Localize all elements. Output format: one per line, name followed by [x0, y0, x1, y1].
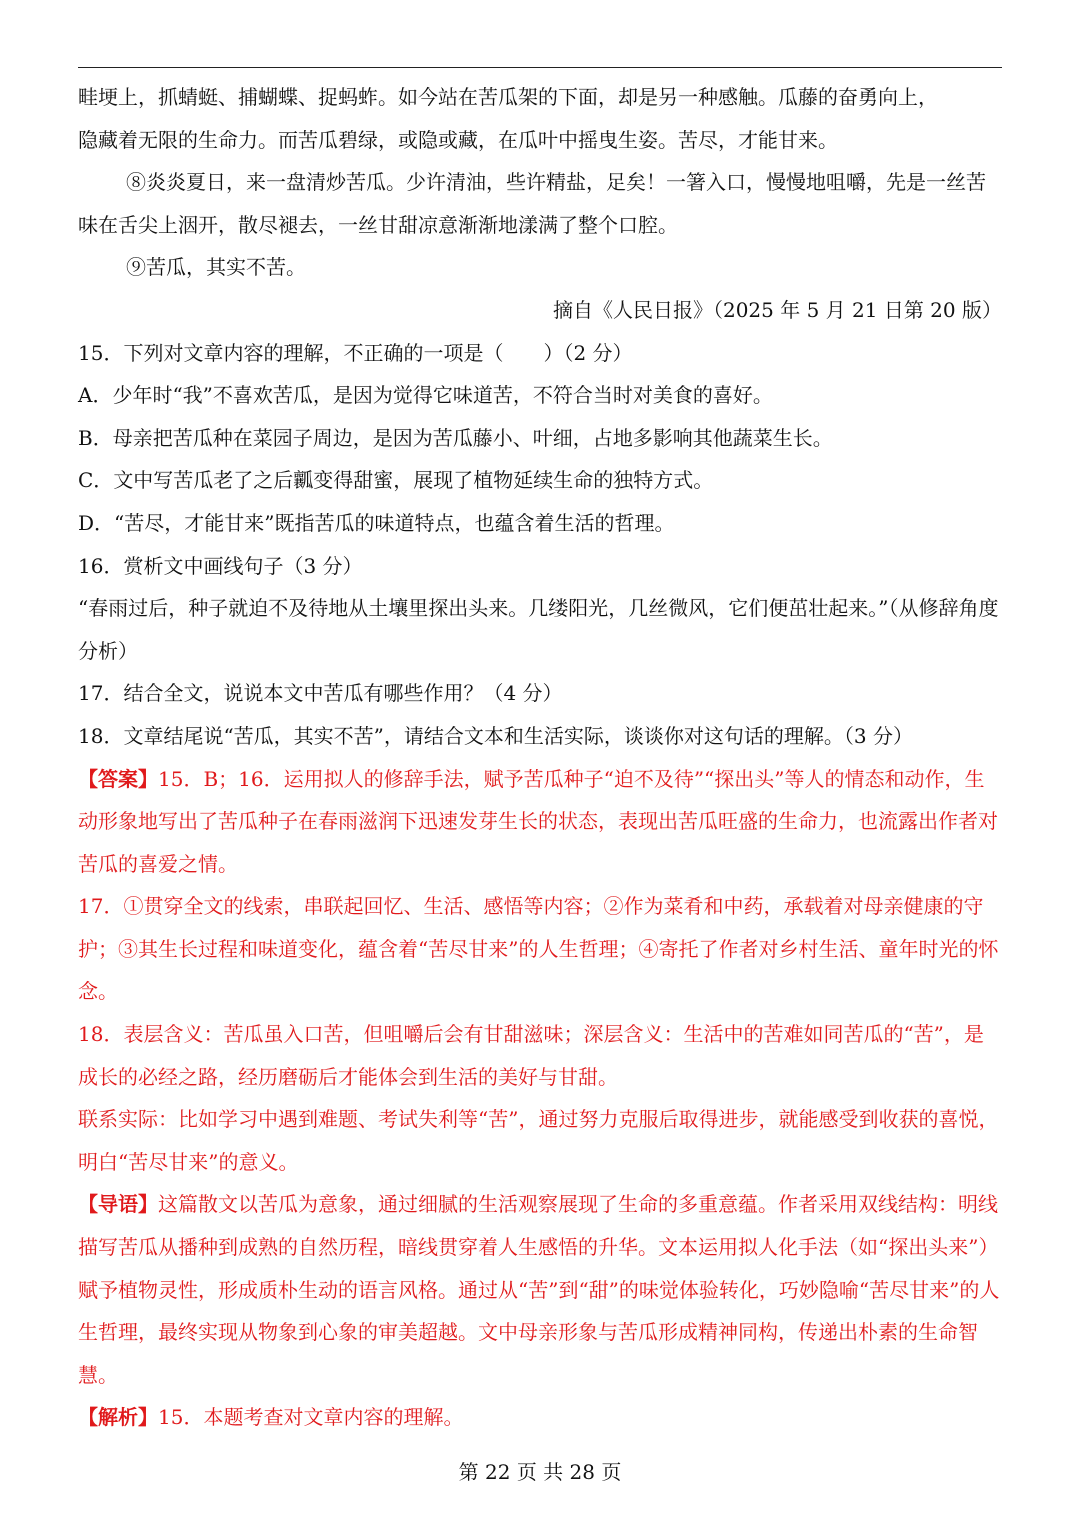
passage-line: 畦埂上，抓蜻蜓、捕蝴蝶、捉蚂蚱。如今站在苦瓜架的下面，却是另一种感触。瓜藤的奋勇向上，	[78, 85, 938, 109]
option-text: “苦尽，才能甘来”既指苦瓜的味道特点，也蕴含着生活的哲理。	[114, 510, 675, 535]
passage-paragraph-8: ⑧炎炎夏日，来一盘清炒苦瓜。少许清油，些许精盐，足矣！一箸入口，慢慢地咀嚼，先是一丝苦味在舌尖上洇开，散尽褪去，一丝甘甜凉意渐渐地漾满了整个口腔。	[78, 170, 986, 237]
passage-source: 摘自《人民日报》（2025 年 5 月 21 日第 20 版）	[552, 297, 1002, 322]
analysis	[78, 1396, 1002, 1439]
option-text: 文中写苦瓜老了之后瓤变得甜蜜，展现了植物延续生命的独特方式。	[113, 468, 714, 493]
page-content	[78, 76, 1002, 1439]
answer-17: 17．①贯穿全文的线索，串联起回忆、生活、感悟等内容；②作为菜肴和中药，承载着对母亲健康的守护；③其生长过程和味道变化，蕴含着“苦尽甘来”的人生哲理；④寄托了作者对乡村生活、童年时光的怀念。	[78, 894, 999, 1004]
guide-text: 这篇散文以苦瓜为意象，通过细腻的生活观察展现了生命的多重意蕴。作者采用双线结构：明线描写苦瓜从播种到成熟的自然历程，暗线贯穿着人生感悟的升华。文本运用拟人化手法（如“探出头来”）赋予植物灵性，形成质朴生动的语言风格。通过从“苦”到“甜”的味觉体验转化，巧妙隐喻“苦尽甘来”的人生哲理，最终实现从物象到心象的审美超越。文中母亲形象与苦瓜形成精神同构，传递出朴素的生命智慧。	[78, 1192, 1000, 1387]
answer-15-16-text: 15．B；16．运用拟人的修辞手法，赋予苦瓜种子“迫不及待”“探出头”等人的情态和动作，生动形象地写出了苦瓜种子在春雨滋润下迅速发芽生长的状态，表现出苦瓜旺盛的生命力，也流露出作者对苦瓜的喜爱之情。	[78, 766, 998, 876]
answer-18-practice: 联系实际：比如学习中遇到难题、考试失利等“苦”，通过努力克服后取得进步，就能感受到收获的喜悦，明白“苦尽甘来”的意义。	[78, 1107, 999, 1174]
answer-15-16	[78, 758, 1002, 886]
question-15: 15．下列对文章内容的理解，不正确的一项是（ ）（2 分）	[78, 340, 633, 365]
question-17: 17．结合全文，说说本文中苦瓜有哪些作用？（4 分）	[78, 681, 563, 706]
analysis-tag: 【解析】	[78, 1405, 158, 1430]
option-b	[78, 417, 1002, 460]
option-label: B．	[78, 425, 113, 450]
option-d	[78, 502, 1002, 545]
page-footer: 第 22 页 共 28 页	[458, 1460, 622, 1484]
option-label: A．	[78, 383, 113, 408]
option-label: D．	[78, 510, 115, 535]
header-rule	[78, 67, 1002, 68]
option-label: C．	[78, 468, 114, 493]
passage-line: 隐藏着无限的生命力。而苦瓜碧绿，或隐或藏，在瓜叶中摇曳生姿。苦尽，才能甘来。	[78, 127, 838, 152]
passage-paragraph-9: ⑨苦瓜，其实不苦。	[126, 255, 306, 280]
option-text: 母亲把苦瓜种在菜园子周边，是因为苦瓜藤小、叶细，占地多影响其他蔬菜生长。	[112, 425, 833, 450]
analysis-text: 15．本题考查对文章内容的理解。	[158, 1405, 464, 1430]
answer-18: 18．表层含义：苦瓜虽入口苦，但咀嚼后会有甘甜滋味；深层含义：生活中的苦难如同苦瓜的“苦”，是成长的必经之路，经历磨砺后才能体会到生活的美好与甘甜。	[78, 1022, 984, 1089]
guide	[78, 1183, 1002, 1396]
question-16-quote: “春雨过后，种子就迫不及待地从土壤里探出头来。几缕阳光，几丝微风，它们便茁壮起来。”（从修辞角度分析）	[78, 596, 999, 663]
guide-tag: 【导语】	[78, 1192, 158, 1217]
question-16: 16．赏析文中画线句子（3 分）	[78, 553, 363, 578]
option-text: 少年时“我”不喜欢苦瓜，是因为觉得它味道苦，不符合当时对美食的喜好。	[112, 383, 773, 408]
question-18: 18．文章结尾说“苦瓜，其实不苦”，请结合文本和生活实际，谈谈你对这句话的理解。（3 分）	[78, 723, 913, 748]
option-c	[78, 459, 1002, 502]
answer-tag: 【答案】	[78, 766, 158, 791]
option-a	[78, 374, 1002, 417]
